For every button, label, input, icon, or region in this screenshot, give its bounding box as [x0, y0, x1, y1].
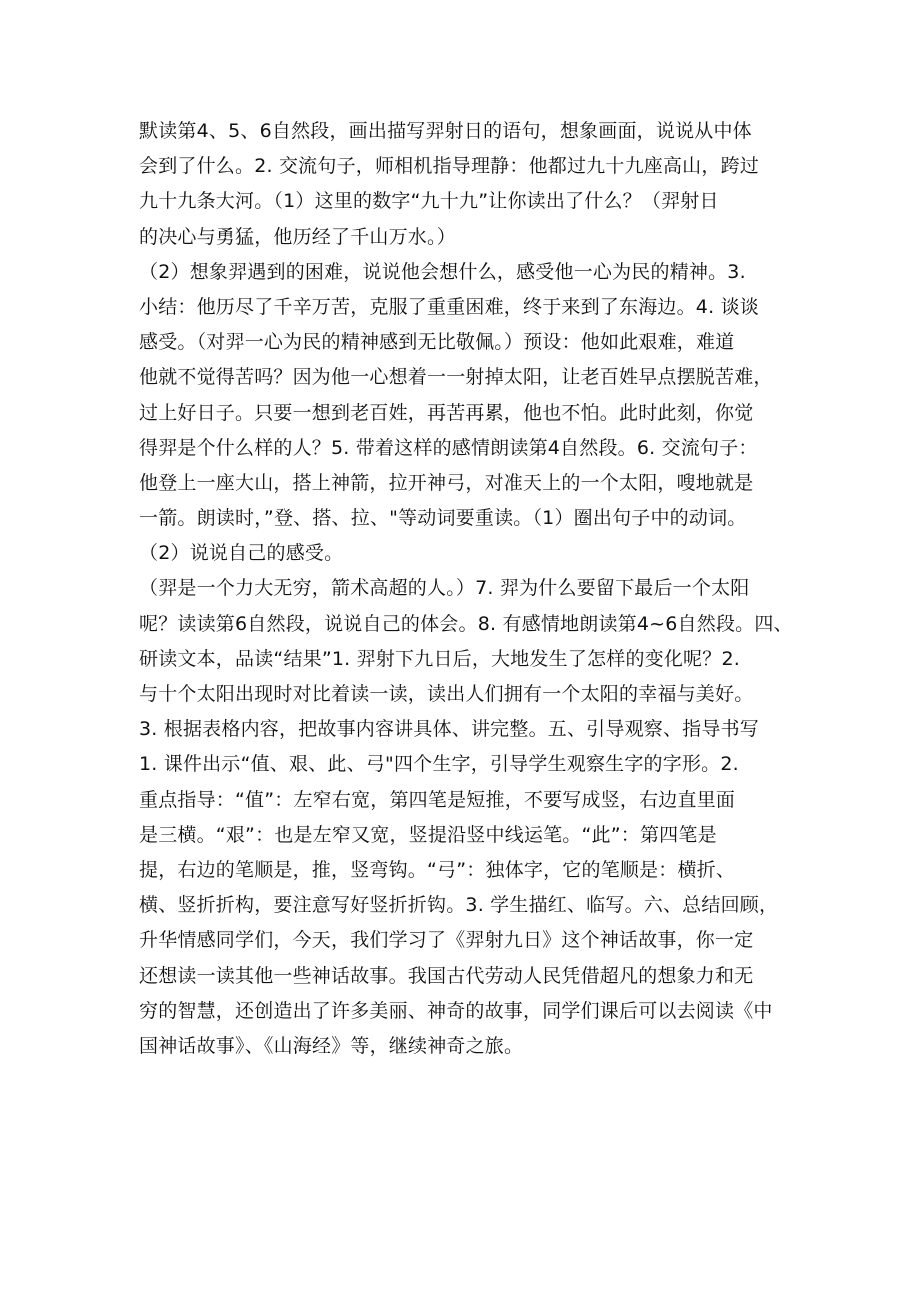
text-line: 会到了什么。2. 交流句子，师相机指导理静：他都过九十九座高山，跨过 — [139, 155, 759, 178]
text-line: 默读第4、5、6自然段，画出描写羿射日的语句，想象画面，说说从中体 — [139, 120, 752, 142]
text-line: 国神话故事》、《山海经》等，继续神奇之旅。 — [139, 1034, 524, 1057]
text-line: 与十个太阳出现时对比着读一读，读出人们拥有一个太阳的幸福与美好。 — [139, 683, 754, 705]
text-line: 他登上一座大山，搭上神箭，拉开神弓，对准天上的一个太阳，嗖地就是 — [139, 471, 754, 494]
text-line: 九十九条大河。（1）这里的数字“九十九”让你读出了什么？（羿射日 — [139, 190, 719, 213]
text-line: 得羿是个什么样的人？5. 带着这样的感情朗读第4自然段。6. 交流句子： — [139, 436, 758, 459]
text-line: 是三横。“艰”：也是左窄又宽，竖提沿竖中线运笔。“此”：第四笔是 — [139, 823, 717, 846]
text-line: 感受。（对羿一心为民的精神感到无比敬佩。）预设：他如此艰难，难道 — [139, 331, 735, 354]
text-line: 的决心与勇猛，他历经了千山万水。） — [139, 225, 456, 248]
text-line: 3. 根据表格内容，把故事内容讲具体、讲完整。五、引导观察、指导书写 — [139, 718, 759, 741]
text-line: 提，右边的笔顺是，推，竖弯钩。“弓”：独体字，它的笔顺是：横折、 — [139, 858, 736, 881]
text-line: 他就不觉得苦吗？因为他一心想着一一射掉太阳，让老百姓早点摆脱苦难， — [139, 366, 773, 389]
text-line: 呢？读读第6自然段，说说自己的体会。8. 有感情地朗读第4~6自然段。四、 — [139, 612, 793, 635]
text-line: 1. 课件出示“值、艰、此、弓"四个生字，引导学生观察生字的字形。2. — [139, 753, 739, 776]
text-line: 升华情感同学们，今天，我们学习了《羿射九日》这个神话故事，你一定 — [139, 929, 754, 952]
text-line: 重点指导：“值”：左窄右宽，第四笔是短推，不要写成竖，右边直里面 — [139, 788, 736, 811]
text-line: 还想读一读其他一些神话故事。我国古代劳动人民凭借超凡的想象力和无 — [139, 964, 754, 987]
text-line: （羿是一个力大无穷，箭术高超的人。）7. 羿为什么要留下最后一个太阳 — [139, 577, 750, 600]
text-line: 横、竖折折构，要注意写好竖折折钩。3. 学生描红、临写。六、总结回顾， — [139, 894, 779, 917]
text-line: 研读文本，品读“结果”1. 羿射下九日后，大地发生了怎样的变化呢？2. — [139, 647, 740, 670]
text-line: （2）说说自己的感受。 — [139, 542, 344, 565]
text-line: 穷的智慧，还创造出了许多美丽、神奇的故事，同学们课后可以去阅读《中 — [139, 999, 773, 1022]
lesson-text-body — [139, 114, 793, 1064]
text-line: 小结：他历尽了千辛万苦，克服了重重困难，终于来到了东海边。4. 谈谈 — [139, 295, 759, 318]
text-line: 过上好日子。只要一想到老百姓，再苦再累，他也不怕。此时此刻，你觉 — [139, 401, 754, 424]
text-line: 一箭。朗读时，”登、搭、拉、"等动词要重读。（1）圈出句子中的动词。 — [139, 507, 747, 530]
text-line: （2）想象羿遇到的困难，说说他会想什么，感受他一心为民的精神。3. — [139, 260, 746, 283]
